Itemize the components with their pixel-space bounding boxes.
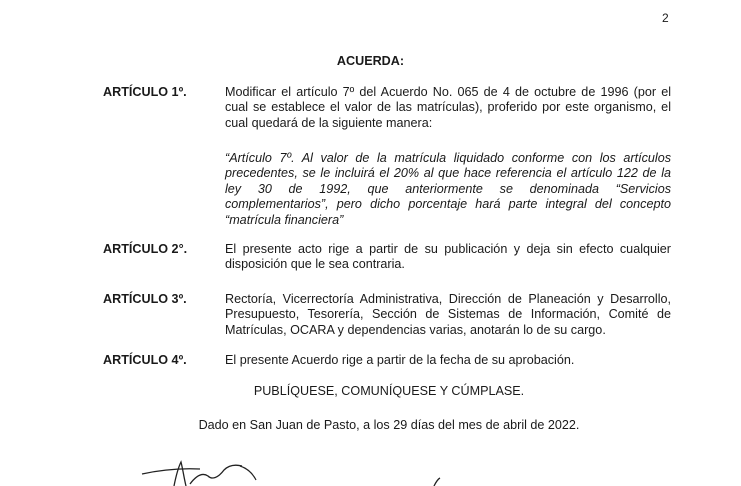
dated-line: Dado en San Juan de Pasto, a los 29 días del mes de abril de 2022. bbox=[198, 418, 580, 432]
page-number: 2 bbox=[662, 11, 669, 25]
article-2-label: ARTÍCULO 2°. bbox=[103, 242, 188, 256]
article-3-text: Rectoría, Vicerrectoría Administrativa, Dirección de Planeación y Desarrollo, Presupuesto, Tesorería, Sección de Sistemas de Información, Comité de Matrículas, OCARA y dependencias varias, anotarán lo de su cargo. bbox=[225, 292, 671, 337]
resolution-heading: ACUERDA: bbox=[336, 54, 405, 68]
article-1-quote: “Artículo 7º. Al valor de la matrícula liquidado conforme con los artículos precedentes, se le incluirá el 20% al que hace referencia el artículo 122 de la ley 30 de 1992, que anteriormente se denominada “Servicios complementarios”, pero dicho porcentaje hará parte integral del concepto “matrícula financiera” bbox=[225, 151, 671, 227]
article-3-label: ARTÍCULO 3º. bbox=[103, 292, 187, 306]
article-4-text: El presente Acuerdo rige a partir de la fecha de su aprobación. bbox=[225, 353, 575, 367]
signature-image bbox=[140, 460, 460, 486]
article-2-text: El presente acto rige a partir de su publicación y deja sin efecto cualquier disposición que le sea contraria. bbox=[225, 242, 671, 272]
article-1-text: Modificar el artículo 7º del Acuerdo No. 065 de 4 de octubre de 1996 (por el cual se establece el valor de las matrículas), proferido por este organismo, el cual quedará de la siguiente manera: bbox=[225, 85, 671, 130]
article-4-label: ARTÍCULO 4º. bbox=[103, 353, 187, 367]
closing-formula: PUBLÍQUESE, COMUNÍQUESE Y CÚMPLASE. bbox=[253, 384, 525, 398]
article-1-label: ARTÍCULO 1º. bbox=[103, 85, 187, 99]
